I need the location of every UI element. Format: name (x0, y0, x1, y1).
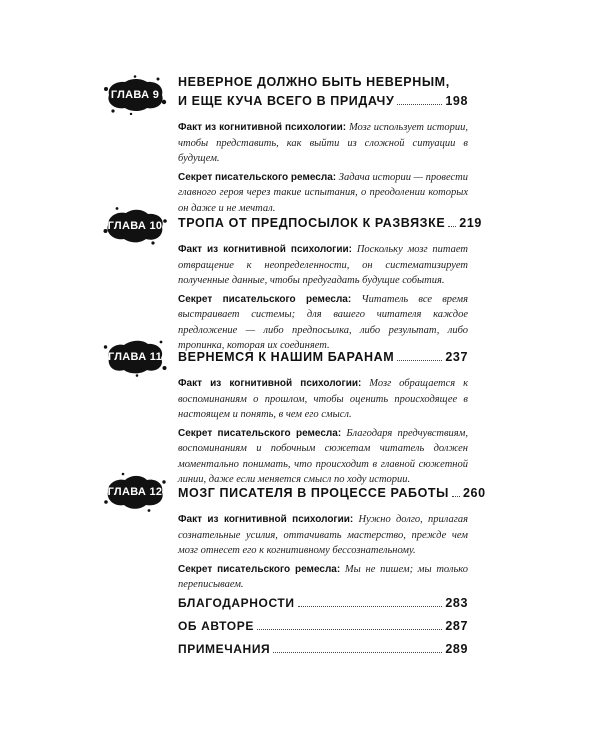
chapter-title-line: НЕВЕРНОЕ ДОЛЖНО БЫТЬ НЕВЕРНЫМ, (178, 75, 450, 89)
secret-paragraph (178, 292, 468, 354)
secret-text: Благодаря предчувствиям, воспоминаниям и побочным сюжетам читатель должен моментально понимать, что происходит в главной сюжетной линии, даже если меняется смысл по ходу истории. (178, 427, 468, 485)
leader-dots (452, 496, 460, 497)
fact-paragraph (178, 242, 468, 289)
fact-label: Факт из когнитивной психологии: (178, 122, 347, 133)
chapter-badge (103, 206, 167, 246)
fact-label: Факт из когнитивной психологии: (178, 244, 352, 255)
toc-extra-entry[interactable] (178, 617, 468, 635)
chapter-badge (103, 337, 167, 377)
secret-paragraph (178, 562, 468, 593)
chapter-title-row[interactable] (178, 348, 468, 367)
chapter-badge-label: ГЛАВА 10 (107, 220, 163, 232)
page-number: 287 (445, 619, 468, 633)
secret-paragraph (178, 170, 468, 217)
secret-paragraph (178, 426, 468, 488)
page-number: 198 (445, 94, 468, 108)
chapter-title-line: ТРОПА ОТ ПРЕДПОСЫЛОК К РАЗВЯЗКЕ (178, 216, 446, 230)
secret-label: Секрет писательского ремесла: (178, 293, 352, 305)
chapter-badge (103, 75, 167, 115)
secret-label: Секрет писательского ремесла: (178, 171, 337, 183)
leader-dots (257, 629, 442, 630)
chapter-title-row[interactable] (178, 92, 468, 111)
chapter-entry (178, 73, 468, 216)
secret-text: Задача истории — провести главного героя через такие испытания, о преодолении которых он даже и не мечтал. (178, 171, 468, 214)
secret-text: Читатель все время выстраивает системы; для вашего читателя каждое предложение — либо предпосылка, либо результат, либо тропинка, которая их соединяет. (178, 293, 469, 351)
chapter-entry (178, 214, 482, 354)
fact-text: Нужно долго, прилагая сознательные усилия, оттачивать мастерство, прежде чем мозг отнесет его к когнитивному бессознательному. (178, 514, 468, 556)
page-number: 219 (459, 216, 482, 230)
fact-text: Поскольку мозг питает отвращение к неопределенности, он систематизирует полученные данные, чтобы предугадать будущие события. (178, 244, 468, 286)
fact-text: Мозг использует истории, чтобы представить, как выйти из сложной ситуации в будущем. (178, 122, 468, 164)
chapter-badge (103, 472, 167, 512)
leader-dots (397, 104, 442, 105)
leader-dots (397, 360, 442, 361)
extra-title: ПРИМЕЧАНИЯ (178, 642, 271, 656)
chapter-badge-label: ГЛАВА 11 (107, 351, 163, 363)
leader-dots (448, 226, 456, 227)
secret-text: Мы не пишем; мы только переписываем. (178, 563, 469, 590)
chapter-title-row[interactable] (178, 484, 486, 503)
chapter-entry (178, 484, 486, 593)
extra-title: ОБ АВТОРЕ (178, 619, 254, 633)
extra-title: БЛАГОДАРНОСТИ (178, 596, 295, 610)
leader-dots (273, 652, 442, 653)
toc-extra-entry[interactable] (178, 640, 468, 658)
fact-paragraph (178, 376, 468, 423)
secret-label: Секрет писательского ремесла: (178, 427, 342, 439)
chapter-title-line: ВЕРНЕМСЯ К НАШИМ БАРАНАМ (178, 350, 395, 364)
chapter-badge-label: ГЛАВА 9 (110, 89, 160, 101)
fact-paragraph (178, 512, 468, 559)
leader-dots (298, 606, 443, 607)
chapter-title-row[interactable] (178, 214, 482, 233)
toc-extra-entry[interactable] (178, 594, 468, 612)
fact-text: Мозг обращается к воспоминаниям о прошлом, чтобы оценить происходящее в настоящем и понять, в чем его смысл. (178, 378, 469, 420)
fact-paragraph (178, 120, 468, 167)
chapter-title-line: И ЕЩЕ КУЧА ВСЕГО В ПРИДАЧУ (178, 94, 395, 108)
fact-label: Факт из когнитивной психологии: (178, 378, 362, 389)
chapter-title-line: МОЗГ ПИСАТЕЛЯ В ПРОЦЕССЕ РАБОТЫ (178, 486, 449, 500)
page-number: 289 (445, 642, 468, 656)
page-number: 283 (445, 596, 468, 610)
page-number: 237 (445, 350, 468, 364)
chapter-badge-label: ГЛАВА 12 (107, 486, 163, 498)
page-number: 260 (462, 486, 486, 500)
chapter-entry (178, 348, 468, 488)
secret-label: Секрет писательского ремесла: (178, 563, 341, 575)
fact-label: Факт из когнитивной психологии: (178, 514, 354, 525)
